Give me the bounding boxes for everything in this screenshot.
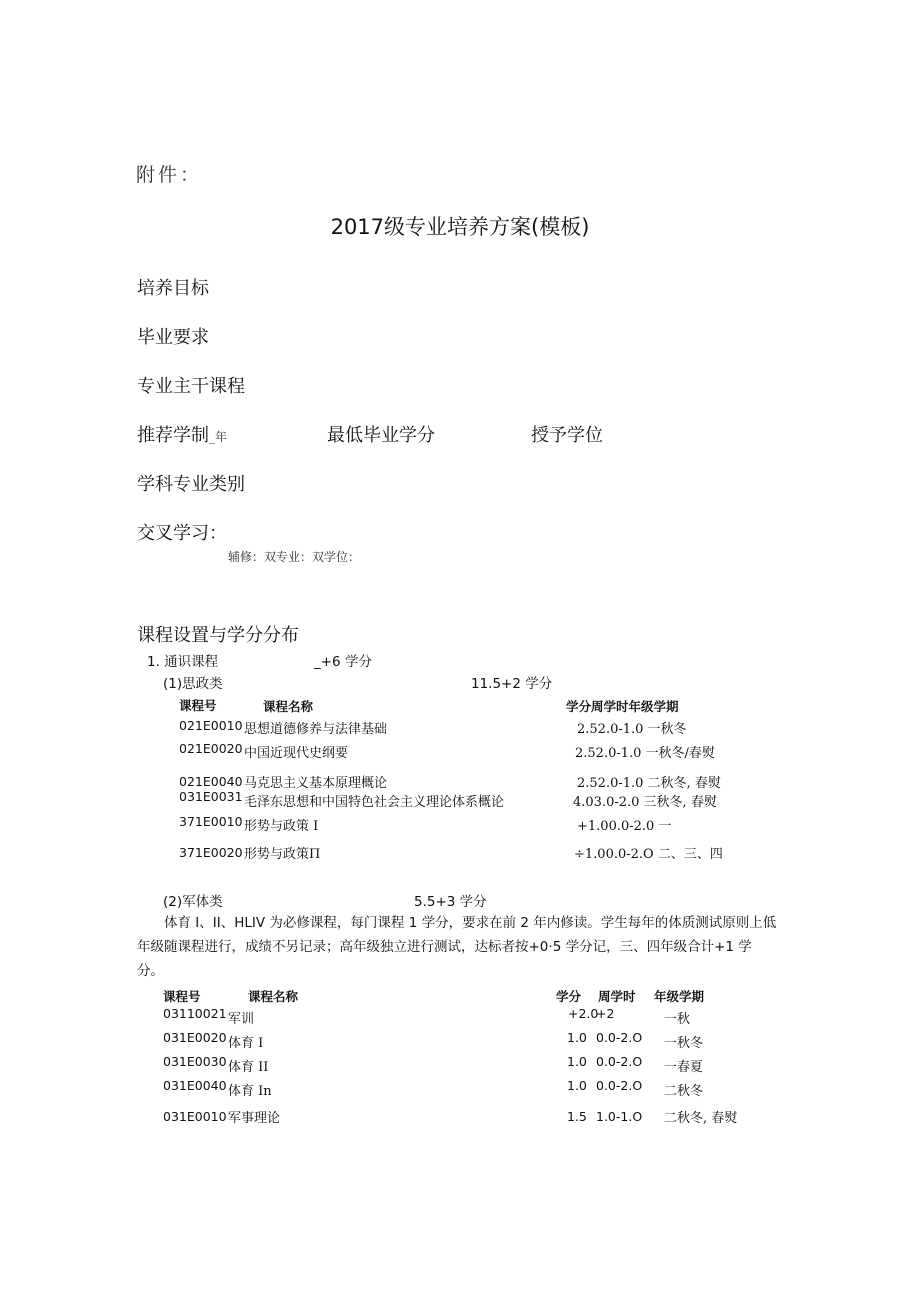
military-row-hours: 1.0-1.O — [596, 1109, 643, 1124]
politics-row-code: 371E0010 — [179, 814, 243, 829]
politics-row-name: 马克思主义基本原理概论 — [244, 776, 388, 791]
politics-row-name: 毛泽东思想和中国特色社会主义理论体系概论 — [244, 795, 505, 810]
duration-suffix: _年 — [209, 430, 228, 444]
military-row-code: 031E0030 — [163, 1054, 227, 1069]
politics-row-info: 2.52.0-1.0 一秋冬/春熨 — [575, 746, 715, 761]
heading-duration — [137, 421, 227, 447]
politics-row-code: 021E0020 — [179, 741, 243, 756]
politics-label: (1)思政类 — [163, 676, 223, 692]
politics-row-code: 021E0040 — [179, 774, 243, 789]
politics-row-code: 371E0020 — [179, 845, 243, 860]
military-label: (2)军体类 — [163, 894, 223, 910]
heading-degree: 授予学位 — [531, 425, 603, 446]
politics-row-code: 031E0031 — [179, 789, 243, 804]
politics-row-info: ÷1.00.0-2.O 二、三、四 — [574, 847, 723, 862]
attachment-label: 附件： — [136, 164, 203, 186]
military-description: 体育 I、II、HLIV 为必修课程，每门课程 1 学分，要求在前 2 年内修读。学生每年的体质测试原则上低年级随课程进行，成绩不另记录；高年级独立进行测试，达标者按+0·5 学分记，三、四年级合计+1 学分。 — [137, 915, 777, 979]
military-row-code: 031E0020 — [163, 1030, 227, 1045]
politics-header-name: 课程名称 — [263, 699, 314, 714]
heading-category: 学科专业类别 — [137, 474, 245, 495]
cross-study-detail: 辅修：双专业：双学位： — [228, 550, 361, 564]
military-row-code: 03110021 — [163, 1006, 227, 1021]
military-row-hours: +2 — [596, 1006, 615, 1021]
military-row-credit: 1.5 — [567, 1109, 587, 1124]
politics-row-info: 2.52.0-1.0 二秋冬, 春熨 — [577, 776, 721, 791]
military-row-term: 一秋 — [664, 1012, 691, 1027]
heading-min-credits: 最低毕业学分 — [327, 425, 435, 446]
heading-goal: 培养目标 — [137, 278, 209, 299]
duration-label: 推荐学制 — [137, 425, 209, 446]
military-row-term: 二秋冬, 春熨 — [664, 1111, 738, 1126]
military-row-credit: 1.0 — [567, 1078, 587, 1093]
general-courses-credits: _+6 学分 — [314, 654, 372, 670]
politics-header-code: 课程号 — [179, 698, 217, 713]
politics-row-info: 2.52.0-1.0 一秋冬 — [577, 722, 687, 737]
politics-row-name: 思想道德修养与法律基础 — [244, 722, 388, 737]
document-title: 2017级专业培养方案(模板) — [330, 215, 590, 239]
military-row-hours: 0.0-2.O — [596, 1078, 643, 1093]
military-row-code: 031E0010 — [163, 1109, 227, 1124]
military-header-hours: 周学时 — [598, 989, 636, 1004]
military-row-name: 体育 In — [228, 1084, 272, 1099]
politics-row-name: 形势与政策Π — [244, 847, 321, 862]
heading-cross-study: 交叉学习： — [137, 523, 227, 544]
military-row-term: 二秋冬 — [664, 1084, 704, 1099]
military-row-hours: 0.0-2.O — [596, 1030, 643, 1045]
politics-header-right: 学分周学时年级学期 — [566, 699, 679, 714]
military-row-name: 体育 I — [228, 1036, 264, 1051]
heading-requirements: 毕业要求 — [137, 327, 209, 348]
military-row-name: 军训 — [228, 1012, 255, 1027]
military-row-credit: 1.0 — [567, 1054, 587, 1069]
military-row-name: 体育 II — [228, 1060, 269, 1075]
military-row-code: 031E0040 — [163, 1078, 227, 1093]
politics-row-info: 4.03.0-2.0 三秋冬, 春熨 — [573, 795, 717, 810]
politics-row-name: 形势与政策 I — [244, 819, 319, 834]
military-header-code: 课程号 — [163, 989, 201, 1004]
military-row-hours: 0.0-2.O — [596, 1054, 643, 1069]
politics-row-info: +1.00.0-2.0 一 — [577, 819, 672, 834]
course-section-heading: 课程设置与学分分布 — [137, 625, 299, 646]
politics-row-name: 中国近现代史纲要 — [244, 746, 349, 761]
military-header-name: 课程名称 — [248, 989, 299, 1004]
heading-main-courses: 专业主干课程 — [137, 376, 245, 397]
military-header-term: 年级学期 — [654, 989, 705, 1004]
politics-credits: 11.5+2 学分 — [471, 676, 553, 692]
military-row-term: 一春夏 — [664, 1060, 704, 1075]
general-courses-label: 1. 通识课程 — [147, 654, 219, 670]
politics-row-code: 021E0010 — [179, 718, 243, 733]
military-row-credit: 1.0 — [567, 1030, 587, 1045]
military-credits: 5.5+3 学分 — [414, 894, 487, 910]
military-row-credit: +2.0 — [568, 1006, 599, 1021]
military-row-name: 军事理论 — [228, 1111, 281, 1126]
military-row-term: 一秋冬 — [664, 1036, 704, 1051]
military-header-credit: 学分 — [556, 989, 582, 1004]
